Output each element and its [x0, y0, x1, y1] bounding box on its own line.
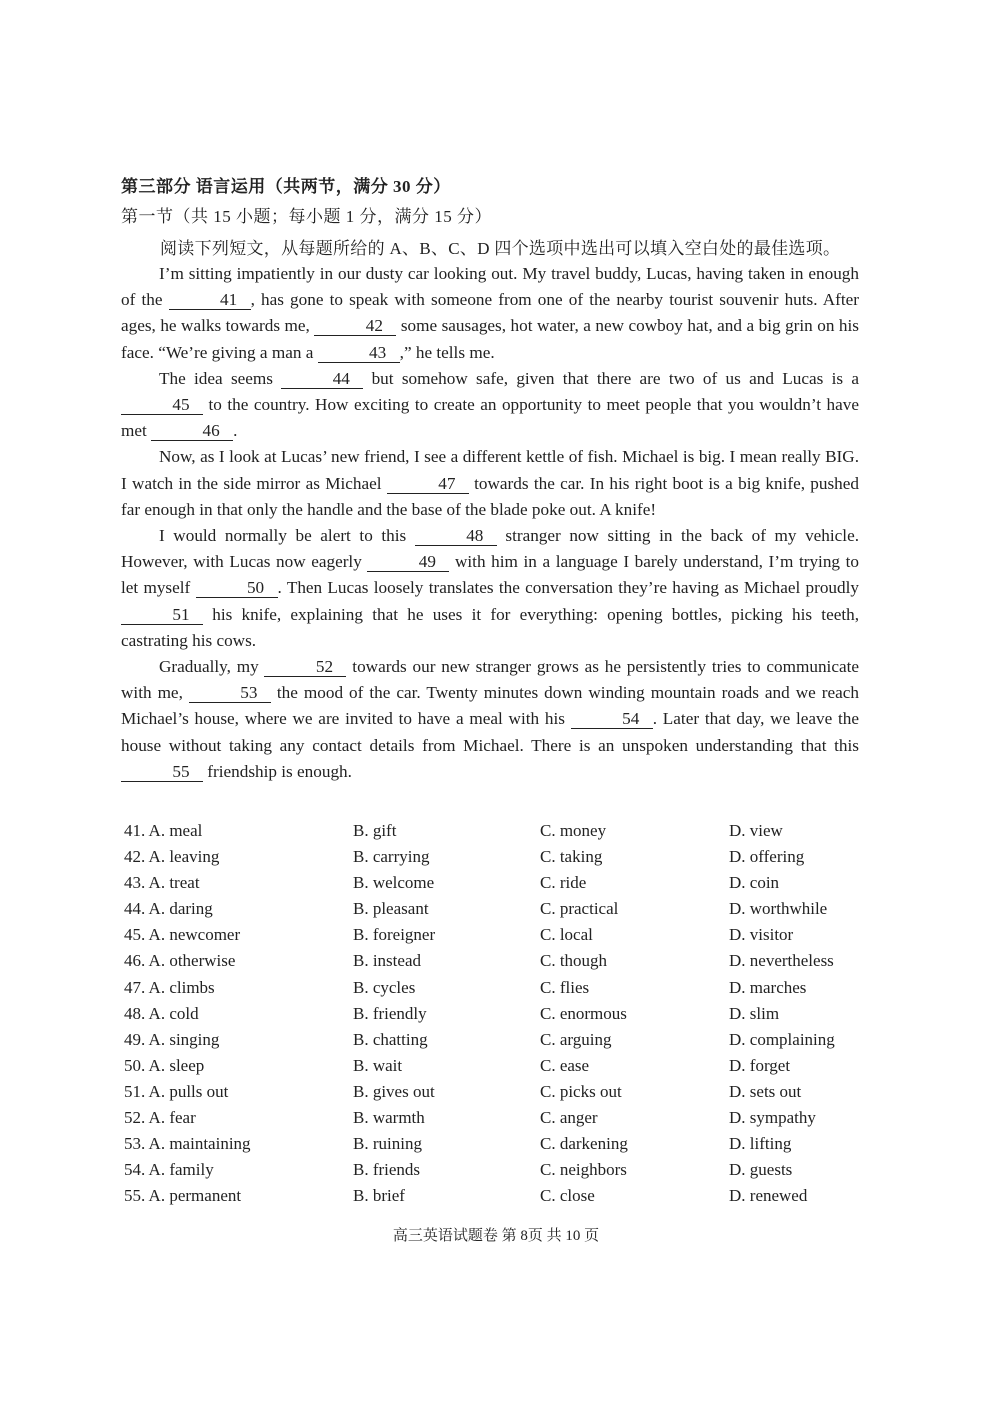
option-d: D. coin — [729, 873, 780, 893]
option-c: C. ride — [540, 873, 587, 893]
blank-42: 42 — [314, 317, 396, 336]
option-row — [124, 1186, 864, 1212]
option-a: 44. A. daring — [124, 899, 213, 919]
option-a: 53. A. maintaining — [124, 1134, 251, 1154]
option-a: 51. A. pulls out — [124, 1081, 229, 1101]
option-c: C. flies — [540, 977, 590, 997]
option-b: B. carrying — [353, 847, 430, 867]
option-b: B. foreigner — [353, 925, 436, 945]
passage-text: I’m sitting impatiently in our dusty car looking out. My travel buddy, Lucas, having taken in enough of the — [121, 264, 859, 310]
option-b: B. gives out — [353, 1081, 435, 1101]
passage-paragraph — [121, 523, 859, 654]
blank-50: 50 — [196, 579, 278, 598]
subsection-title: 第一节（共 15 小题；每小题 1 分，满分 15 分） — [121, 207, 492, 226]
option-d: D. guests — [729, 1160, 793, 1180]
blank-52: 52 — [264, 658, 346, 677]
blank-47: 47 — [387, 475, 469, 494]
option-row — [124, 1160, 864, 1186]
option-row — [124, 925, 864, 951]
passage-text: . — [233, 421, 238, 441]
passage-text: , has gone to speak with someone from one of the nearby tourist souvenir huts. After ages, he walks towards me, — [121, 290, 859, 336]
passage-paragraph — [121, 444, 859, 523]
section-title: 第三部分 语言运用（共两节，满分 30 分） — [121, 177, 451, 196]
option-c: C. taking — [540, 847, 603, 867]
option-b: B. friendly — [353, 1003, 427, 1023]
blank-48: 48 — [415, 527, 497, 546]
passage-paragraph — [121, 261, 859, 366]
blank-51: 51 — [121, 606, 203, 625]
passage-text: his knife, explaining that he uses it for everything: opening bottles, picking his teeth, castrating his cows. — [121, 604, 859, 650]
option-b: B. ruining — [353, 1134, 422, 1154]
passage-text: Now, as I look at Lucas’ new friend, I see a different kettle of fish. Michael is big. I mean really BIG. I watch in the side mirror as Michael — [121, 447, 859, 493]
option-row — [124, 821, 864, 847]
option-row — [124, 1082, 864, 1108]
option-d: D. view — [729, 821, 783, 840]
option-c: C. picks out — [540, 1081, 622, 1101]
option-a: 46. A. otherwise — [124, 951, 236, 971]
blank-53: 53 — [189, 684, 271, 703]
passage-text: ,” he tells me. — [399, 342, 495, 362]
passage-text: to the country. How exciting to create an opportunity to meet people that you wouldn’t have met — [121, 395, 859, 441]
option-c: C. darkening — [540, 1134, 628, 1154]
option-a: 50. A. sleep — [124, 1055, 205, 1075]
passage-text: with him in a language I barely understand, I’m trying to let myself — [121, 552, 859, 598]
option-b: B. welcome — [353, 873, 435, 893]
option-a: 43. A. treat — [124, 873, 200, 893]
answer-options — [124, 821, 864, 1212]
option-d: D. renewed — [729, 1186, 808, 1206]
page-footer: 高三英语试题卷 第 8页 共 10 页 — [392, 1228, 600, 1244]
option-a: 49. A. singing — [124, 1029, 220, 1049]
option-c: C. neighbors — [540, 1160, 627, 1180]
option-b: B. friends — [353, 1160, 421, 1180]
option-d: D. sympathy — [729, 1108, 816, 1128]
blank-54: 54 — [571, 710, 653, 729]
passage-text: friendship is enough. — [203, 761, 352, 781]
option-row — [124, 951, 864, 977]
blank-44: 44 — [281, 370, 363, 389]
passage-paragraph — [121, 366, 859, 445]
blank-46: 46 — [151, 422, 233, 441]
option-d: D. nevertheless — [729, 951, 834, 971]
instruction-text: 阅读下列短文，从每题所给的 A、B、C、D 四个选项中选出可以填入空白处的最佳选项。 — [160, 239, 841, 258]
option-a: 47. A. climbs — [124, 977, 215, 997]
option-row — [124, 899, 864, 925]
option-a: 41. A. meal — [124, 821, 203, 840]
option-b: B. cycles — [353, 977, 416, 997]
option-b: B. warmth — [353, 1108, 425, 1128]
option-a: 55. A. permanent — [124, 1186, 242, 1206]
passage-text: towards the car. In his right boot is a big knife, pushed far enough in that only the handle and the base of the blade poke out. A knife! — [121, 473, 859, 519]
option-c: C. arguing — [540, 1029, 612, 1049]
blank-55: 55 — [121, 763, 203, 782]
option-row — [124, 1030, 864, 1056]
option-row — [124, 1134, 864, 1160]
passage-text: Gradually, my — [159, 657, 265, 677]
option-a: 42. A. leaving — [124, 847, 220, 867]
blank-49: 49 — [367, 553, 449, 572]
cloze-passage — [121, 261, 859, 785]
option-c: C. anger — [540, 1108, 598, 1128]
option-d: D. slim — [729, 1003, 780, 1023]
option-row — [124, 978, 864, 1004]
passage-text: I would normally be alert to this — [159, 526, 415, 546]
option-d: D. lifting — [729, 1134, 792, 1154]
option-b: B. pleasant — [353, 899, 429, 919]
option-d: D. forget — [729, 1055, 791, 1075]
option-d: D. offering — [729, 847, 805, 867]
passage-text: . Later that day, we leave the house without taking any contact details from Michael. There is an unspoken understanding that this — [121, 709, 859, 755]
passage-text: stranger now sitting in the back of my vehicle. However, with Lucas now eagerly — [121, 526, 859, 572]
option-c: C. practical — [540, 899, 619, 919]
passage-text: The idea seems — [159, 368, 282, 388]
passage-text: towards our new stranger grows as he persistently tries to communicate with me, — [121, 657, 859, 703]
option-b: B. brief — [353, 1186, 405, 1206]
option-c: C. close — [540, 1186, 595, 1206]
blank-43: 43 — [318, 344, 400, 363]
option-row — [124, 873, 864, 899]
option-d: D. visitor — [729, 925, 794, 945]
passage-paragraph — [121, 654, 859, 785]
option-b: B. chatting — [353, 1029, 428, 1049]
blank-41: 41 — [169, 291, 251, 310]
option-c: C. enormous — [540, 1003, 627, 1023]
option-row — [124, 1108, 864, 1134]
passage-text: but somehow safe, given that there are two of us and Lucas is a — [363, 368, 859, 388]
option-row — [124, 1004, 864, 1030]
option-b: B. wait — [353, 1055, 403, 1075]
option-d: D. complaining — [729, 1029, 835, 1049]
option-c: C. though — [540, 951, 608, 971]
option-d: D. worthwhile — [729, 899, 828, 919]
blank-45: 45 — [121, 396, 203, 415]
option-a: 52. A. fear — [124, 1108, 196, 1128]
option-c: C. ease — [540, 1055, 590, 1075]
passage-text: the mood of the car. Twenty minutes down winding mountain roads and we reach Michael’s house, where we are invited to have a meal with his — [121, 683, 859, 729]
option-a: 45. A. newcomer — [124, 925, 241, 945]
option-d: D. marches — [729, 977, 807, 997]
option-b: B. gift — [353, 821, 397, 840]
passage-text: . Then Lucas loosely translates the conversation they’re having as Michael proudly — [277, 578, 859, 598]
option-a: 54. A. family — [124, 1160, 214, 1180]
option-d: D. sets out — [729, 1081, 802, 1101]
passage-text: some sausages, hot water, a new cowboy hat, and a big grin on his face. “We’re giving a man a — [121, 316, 859, 362]
option-c: C. local — [540, 925, 593, 945]
option-row — [124, 1056, 864, 1082]
option-row — [124, 847, 864, 873]
option-c: C. money — [540, 821, 607, 840]
option-a: 48. A. cold — [124, 1003, 199, 1023]
option-b: B. instead — [353, 951, 421, 971]
